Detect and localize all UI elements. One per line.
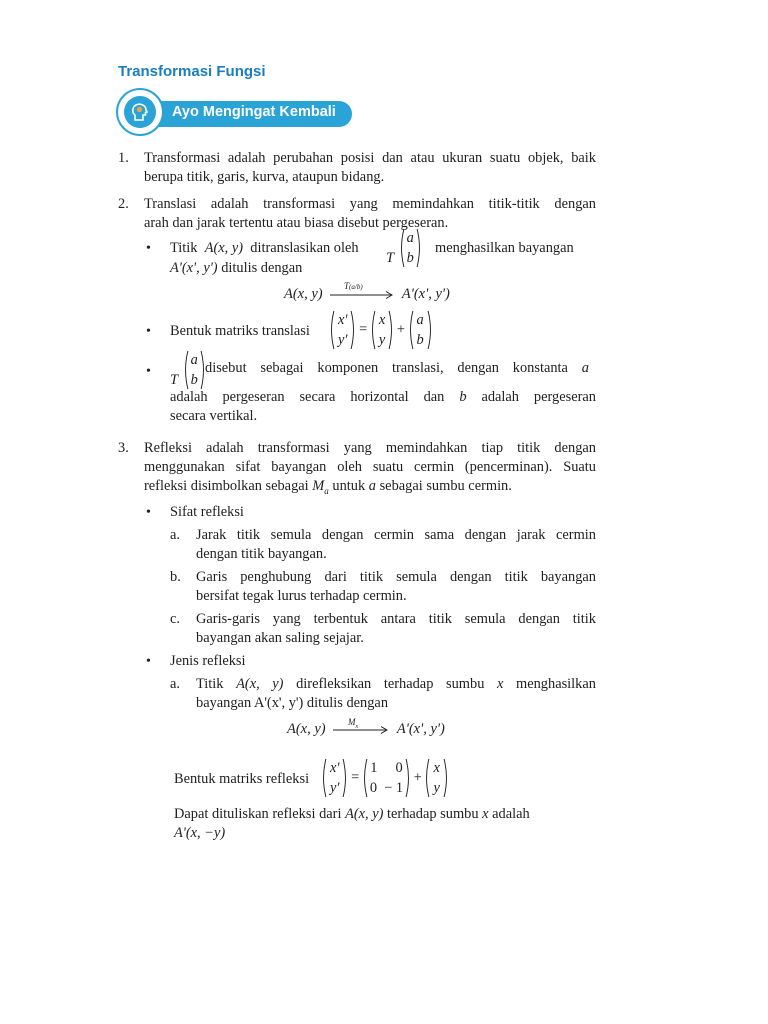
text: Dapat dituliskan refleksi dari — [174, 806, 342, 822]
bullet-translasi-line-1-b: menghasilkan bayangan — [435, 240, 574, 256]
matrix-ab — [184, 350, 205, 390]
matrix-row — [370, 758, 403, 778]
list-label-b: b. — [170, 569, 181, 585]
bullet: • — [146, 654, 151, 669]
formula-translasi — [284, 285, 450, 304]
math-M-subscript: a — [324, 485, 329, 496]
matrix-T-ab — [386, 228, 421, 268]
plus-sign: + — [413, 769, 422, 786]
jenis-refleksi-heading: Jenis refleksi — [170, 653, 246, 669]
sifat-b-line-2: bersifat tegak lurus terhadap cermin. — [196, 588, 407, 604]
list-label-a: a. — [170, 676, 180, 692]
matrix-cell: a — [416, 312, 424, 328]
para-2-line-2: arah dan jarak tertentu atau biasa disebut pergeseran. — [144, 215, 449, 231]
bullet: • — [146, 505, 151, 520]
para-3-line-1: Refleksi adalah transformasi yang memindahkan tiap titik dengan — [144, 440, 596, 456]
bullet-translasi-line-2 — [170, 259, 302, 278]
text: refleksi disimbolkan sebagai — [144, 478, 309, 494]
math-x: x — [497, 676, 504, 692]
matrix-cell: y — [378, 332, 386, 348]
matriks-refleksi-label: Bentuk matriks refleksi — [174, 771, 310, 787]
text: Titik — [196, 676, 224, 692]
matrix-xpyp — [322, 758, 347, 798]
bullet-komponen-line-1 — [205, 359, 589, 378]
math-axy: A(x, y) — [204, 240, 244, 256]
bullet-komponen-line-3: secara vertikal. — [170, 408, 258, 424]
text: adalah pergeseran secara horizontal dan — [170, 389, 445, 405]
matrix-translasi-equation — [330, 310, 432, 350]
arrow-label-sub: x — [355, 723, 359, 730]
section-title: Transformasi Fungsi — [118, 63, 266, 80]
matrix-cell: x' — [338, 312, 348, 328]
matrix-cell: y' — [338, 332, 348, 348]
text: ditulis dengan — [221, 260, 303, 276]
bullet-komponen-line-2 — [170, 388, 596, 407]
formula-refleksi — [287, 720, 445, 739]
matrix-cell: b — [190, 372, 198, 388]
math-b: b — [459, 389, 467, 405]
matrix-cell: a — [190, 352, 198, 368]
jenis-a-line-2: bayangan A'(x', y') ditulis dengan — [196, 695, 389, 711]
math-axy: A(x, y) — [345, 806, 384, 822]
text: menghasilkan — [516, 676, 596, 692]
kesimpulan-line-1 — [174, 805, 530, 824]
item-number-2: 2. — [118, 196, 129, 212]
math-a: a — [368, 478, 376, 494]
arrow-label-text: T — [344, 281, 350, 291]
bullet-matriks-translasi-label: Bentuk matriks translasi — [170, 323, 310, 339]
matrix-cell: − 1 — [384, 780, 404, 796]
matrix-cell: 0 — [395, 760, 403, 776]
text: Titik — [170, 240, 198, 256]
math-axy: A(x, y) — [284, 286, 323, 302]
kesimpulan-line-2: A'(x, −y) — [174, 825, 226, 841]
jenis-a-line-1 — [196, 675, 596, 694]
para-2-line-1: Translasi adalah transformasi yang memindahkan titik-titik dengan — [144, 196, 596, 212]
matrix-xy — [425, 758, 447, 798]
matrix-cell: 0 — [369, 780, 378, 796]
text: adalah — [492, 806, 530, 822]
text: direfleksikan terhadap sumbu — [296, 676, 485, 692]
matrix-xpyp — [330, 310, 355, 350]
matrix-row — [370, 778, 403, 798]
para-1-line-1: Transformasi adalah perubahan posisi dan atau ukuran suatu objek, baik — [144, 150, 596, 166]
matrix-cell: 1 — [370, 760, 378, 776]
text: terhadap sumbu — [387, 806, 479, 822]
para-3-line-2: menggunakan sifat bayangan oleh suatu cermin (pencerminan). Suatu — [144, 459, 596, 475]
sifat-a-line-1: Jarak titik semula dengan cermin sama dengan jarak cermin — [196, 527, 596, 543]
matrix-cell: x — [378, 312, 386, 328]
sifat-a-line-2: dengan titik bayangan. — [196, 546, 327, 562]
item-number-3: 3. — [118, 440, 129, 456]
bullet: • — [146, 241, 151, 256]
bullet: • — [146, 364, 151, 379]
math-a: a — [581, 360, 589, 376]
math-ap: A'(x', y') — [401, 286, 450, 302]
matrix-cell: x — [433, 760, 440, 776]
equals-sign: = — [359, 321, 368, 338]
badge-label: Ayo Mengingat Kembali — [172, 104, 336, 120]
matrix-reflection — [363, 758, 410, 798]
head-thought-icon — [124, 96, 156, 128]
text: ditranslasikan oleh — [250, 240, 359, 256]
badge-circle — [116, 88, 164, 136]
matrix-cell: a — [406, 230, 414, 246]
list-label-c: c. — [170, 611, 180, 627]
badge — [116, 88, 356, 138]
plus-sign: + — [396, 321, 405, 338]
matrix-cell: b — [406, 250, 414, 266]
matrix-ab — [409, 310, 432, 350]
text: sebagai sumbu cermin. — [379, 478, 512, 494]
matrix-refleksi-equation — [322, 758, 448, 798]
math-M: M — [312, 478, 325, 494]
arrow-label-text: M — [348, 717, 356, 727]
para-1-line-2: berupa titik, garis, kurva, ataupun bidang. — [144, 169, 385, 185]
text: disebut sebagai komponen translasi, dengan konstanta — [205, 360, 568, 376]
math-axy: A(x, y) — [287, 721, 326, 737]
para-3-line-3 — [144, 477, 512, 501]
sifat-c-line-1: Garis-garis yang terbentuk antara titik semula dengan titik — [196, 611, 596, 627]
text: untuk — [332, 478, 366, 494]
sifat-c-line-2: bayangan akan saling sejajar. — [196, 630, 364, 646]
sifat-b-line-1: Garis penghubung dari titik semula dengan titik bayangan — [196, 569, 596, 585]
matrix-xy — [371, 310, 393, 350]
matrix-cell: b — [416, 332, 424, 348]
matrix-cell: y — [433, 780, 440, 796]
math-ap: A'(x', y') — [170, 260, 218, 276]
math-axy: A(x, y) — [236, 676, 284, 692]
matrix-ab — [400, 228, 421, 268]
text: adalah pergeseran — [481, 389, 596, 405]
bullet-translasi-line-1-a — [170, 239, 359, 258]
bullet: • — [146, 324, 151, 339]
math-T: T — [386, 250, 395, 267]
arrow-label-b: b — [356, 283, 361, 291]
matrix-cell: x' — [330, 760, 340, 776]
arrow-label-a: a — [351, 283, 355, 291]
math-T: T — [170, 372, 179, 389]
matrix-cell: y' — [330, 780, 340, 796]
sifat-refleksi-heading: Sifat refleksi — [170, 504, 244, 520]
item-number-1: 1. — [118, 150, 129, 166]
equals-sign: = — [351, 769, 360, 786]
arrow-label-T: T(a/b) — [344, 281, 363, 291]
arrow-label-M — [348, 713, 358, 737]
list-label-a: a. — [170, 527, 180, 543]
math-ap: A'(x', y') — [396, 721, 445, 737]
matrix-T-ab-2 — [170, 350, 205, 390]
math-x: x — [482, 806, 489, 822]
